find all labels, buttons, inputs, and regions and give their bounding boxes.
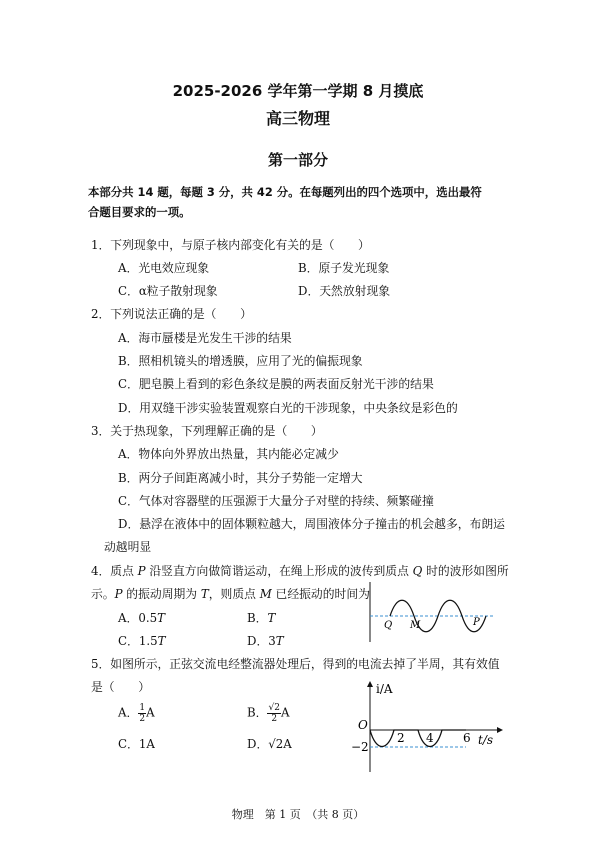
q4-wave-figure bbox=[366, 578, 506, 646]
exam-title: 2025-2026 学年第一学期 8 月摸底 bbox=[172, 82, 424, 100]
instructions-line-2: 合题目要求的一项。 bbox=[88, 205, 191, 219]
q5-y-axis-label: i/A bbox=[376, 682, 393, 696]
q1-stem: 1．下列现象中，与原子核内部变化有关的是（ ） bbox=[91, 238, 370, 252]
q5-option-c[interactable]: C．1A bbox=[118, 737, 155, 751]
q1-option-c[interactable]: C．α粒子散射现象 bbox=[118, 284, 218, 298]
q5-tick-6: 6 bbox=[463, 731, 471, 745]
q4-option-c[interactable]: C．1.5T bbox=[118, 634, 166, 648]
q5-option-a[interactable]: A． $\frac{1}{2}$ A bbox=[118, 703, 155, 724]
q2-option-a[interactable]: A．海市蜃楼是光发生干涉的结果 bbox=[118, 331, 292, 345]
q1-option-a[interactable]: A．光电效应现象 bbox=[118, 261, 210, 275]
q3-option-b[interactable]: B．两分子间距离减小时，其分子势能一定增大 bbox=[118, 471, 363, 485]
q5-stem-line-1: 5．如图所示，正弦交流电经整流器处理后，得到的电流去掉了半周，其有效值 bbox=[91, 657, 500, 671]
q3-option-d[interactable]: D．悬浮在液体中的固体颗粒越大，周围液体分子撞击的机会越多，布朗运 bbox=[118, 517, 505, 531]
q2-option-d[interactable]: D．用双缝干涉实验装置观察白光的干涉现象，中央条纹是彩色的 bbox=[118, 401, 458, 415]
q5-option-b[interactable]: B． $\frac{√2}{2}$ A bbox=[247, 703, 290, 724]
section-title: 第一部分 bbox=[267, 151, 328, 169]
q5-minus-two-label: −2 bbox=[351, 740, 369, 754]
q5-tick-4: 4 bbox=[426, 731, 434, 745]
q1-option-d[interactable]: D．天然放射现象 bbox=[298, 284, 391, 298]
q4-label-m: M bbox=[410, 620, 421, 631]
q5-option-d[interactable]: D．√2A bbox=[247, 737, 292, 751]
q4-label-q: Q bbox=[384, 620, 393, 631]
q5-option-a-fraction: $\frac{1}{2}$ bbox=[139, 703, 146, 724]
q2-option-c[interactable]: C．肥皂膜上看到的彩色条纹是膜的两表面反射光干涉的结果 bbox=[118, 377, 434, 391]
q4-option-b[interactable]: B．T bbox=[247, 611, 276, 625]
q2-option-b[interactable]: B．照相机镜头的增透膜，应用了光的偏振现象 bbox=[118, 354, 363, 368]
q5-current-figure bbox=[346, 676, 506, 776]
q5-x-axis-label: t/s bbox=[478, 733, 494, 747]
q5-option-b-fraction: $\frac{√2}{2}$ bbox=[268, 703, 280, 724]
q5-stem-line-2: 是（ ） bbox=[91, 680, 150, 694]
q4-option-d[interactable]: D．3T bbox=[247, 634, 284, 648]
q4-label-p: P bbox=[473, 617, 480, 628]
instructions-line-1: 本部分共 14 题，每题 3 分，共 42 分。在每题列出的四个选项中，选出最符 bbox=[88, 185, 482, 199]
page-footer: 物理 第 1 页 （共 8 页） bbox=[231, 808, 365, 821]
q4-stem-line-2: 示。P 的振动周期为 T，则质点 M 已经振动的时间为 bbox=[91, 587, 370, 601]
q4-option-a[interactable]: A．0.5T bbox=[118, 611, 165, 625]
q3-option-d-continued: 动越明显 bbox=[104, 540, 152, 554]
q2-stem: 2．下列说法正确的是（ ） bbox=[91, 307, 252, 321]
q5-tick-2: 2 bbox=[397, 731, 405, 745]
q4-stem-line-1: 4．质点 P 沿竖直方向做简谐运动，在绳上形成的波传到质点 Q 时的波形如图所 bbox=[91, 564, 509, 578]
q5-current-curve bbox=[370, 730, 466, 747]
q1-option-b[interactable]: B．原子发光现象 bbox=[298, 261, 390, 275]
q3-option-c[interactable]: C．气体对容器壁的压强源于大量分子对壁的持续、频繁碰撞 bbox=[118, 494, 434, 508]
q3-option-a[interactable]: A．物体向外界放出热量，其内能必定减少 bbox=[118, 447, 339, 461]
q5-origin-label: O bbox=[358, 718, 368, 732]
q3-stem: 3．关于热现象，下列理解正确的是（ ） bbox=[91, 424, 323, 438]
subject-title: 高三物理 bbox=[265, 109, 330, 128]
